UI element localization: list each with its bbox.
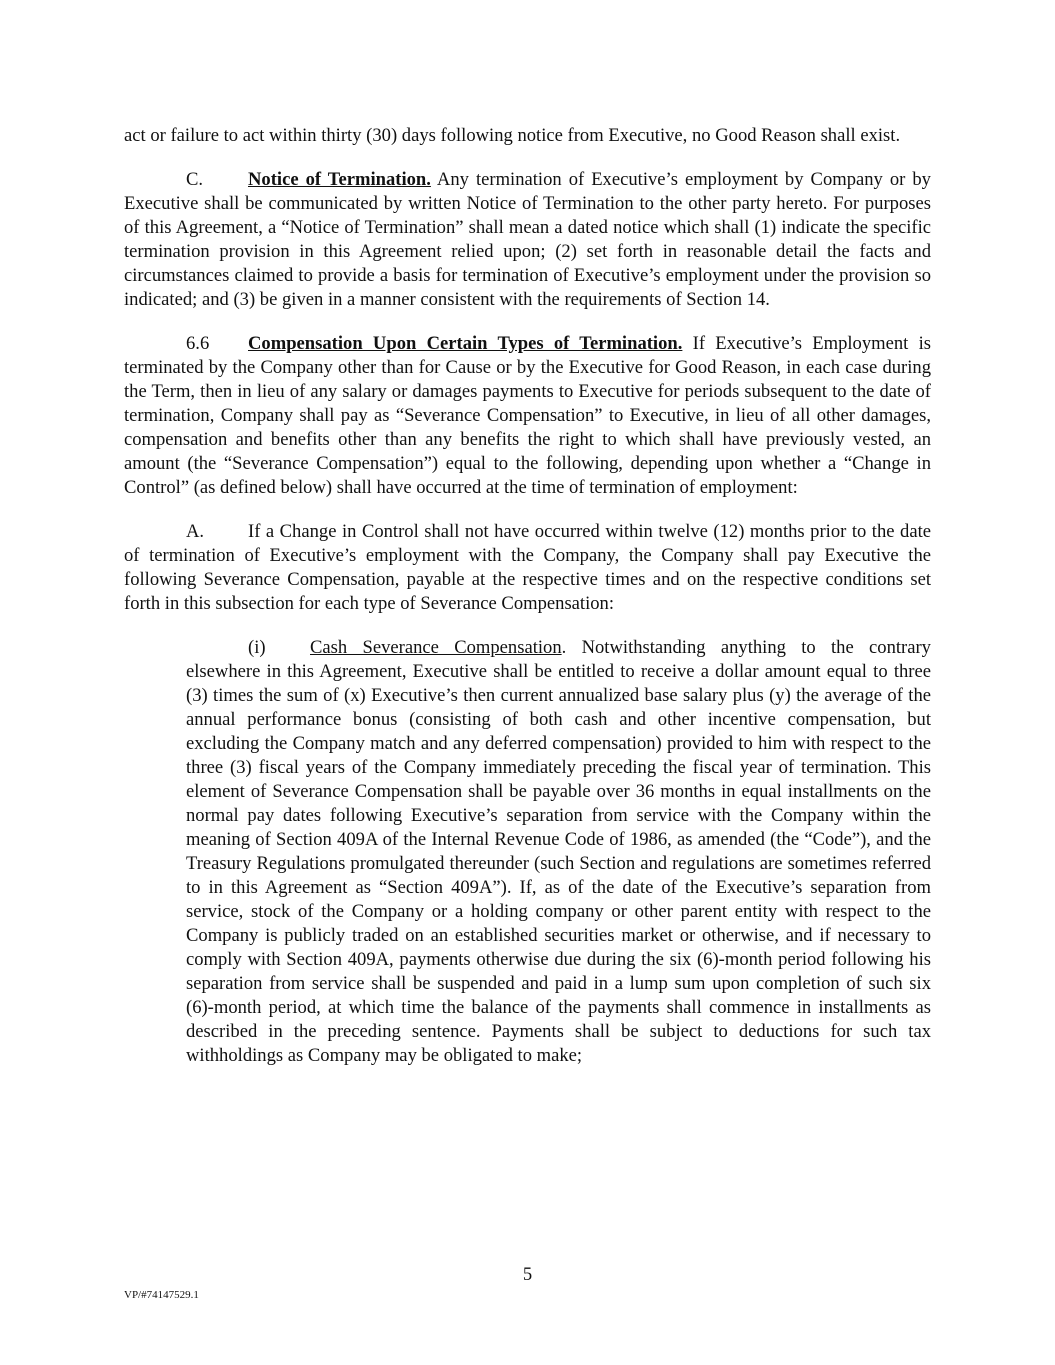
section-c-marker: C. — [186, 169, 204, 190]
page-number: 5 — [522, 1264, 533, 1285]
section-c-paragraph — [124, 168, 931, 312]
section-i-marker: (i) — [248, 637, 266, 658]
section-c-text: Any termination of Executive’s employment by Company or by Executive shall be communicated by written Notice of Termination to the other party hereto. For purposes of this Agreement, a “Notice of Termination” shall mean a dated notice which shall (1) indicate the specific termination provision in this Agreement relied upon; (2) set forth in reasonable detail the facts and circumstances claimed to provide a basis for termination of Executive’s employment under the provision so indicated; and (3) be given in a manner consistent with the requirements of Section 14. — [124, 169, 931, 310]
section-6-6-paragraph — [124, 332, 931, 500]
document-id: VP/#74147529.1 — [124, 1289, 199, 1301]
continuation-text: act or failure to act within thirty (30) days following notice from Executive, no Good Reason shall exist. — [124, 125, 901, 146]
section-i-paragraph — [186, 636, 931, 1068]
section-6-6-marker: 6.6 — [186, 333, 210, 354]
section-c-heading: Notice of Termination. — [248, 169, 431, 190]
section-a-text: If a Change in Control shall not have occurred within twelve (12) months prior to the date of termination of Executive’s employment with the Company, the Company shall pay Executive the following Severance Compensation, payable at the respective times and on the respective conditions set forth in this subsection for each type of Severance Compensation: — [124, 521, 931, 614]
document-body — [124, 124, 931, 1088]
section-a-marker: A. — [186, 521, 205, 542]
section-6-6-heading: Compensation Upon Certain Types of Termination. — [248, 333, 683, 354]
section-i-heading: Cash Severance Compensation — [310, 637, 562, 658]
section-i-text: . Notwithstanding anything to the contrary elsewhere in this Agreement, Executive shall be entitled to receive a dollar amount equal to three (3) times the sum of (x) Executive’s then current annualized base salary plus (y) the average of the annual performance bonus (consisting of both cash and other incentive compensation, but excluding the Company match and any deferred compensation) provided to him with respect to the three (3) fiscal years of the Company immediately preceding the fiscal year of termination. This element of Severance Compensation shall be payable over 36 months in equal installments on the normal pay dates following Executive’s separation from service with the Company within the meaning of Section 409A of the Internal Revenue Code of 1986, as amended (the “Code”), and the Treasury Regulations promulgated thereunder (such Section and regulations are sometimes referred to in this Agreement as “Section 409A”). If, as of the date of the Executive’s separation from service, stock of the Company or a holding company or other parent entity with respect to the Company is publicly traded on an established securities market or otherwise, and if necessary to comply with Section 409A, payments otherwise due during the six (6)-month period following his separation from service shall be suspended and paid in a lump sum upon completion of such six (6)-month period, at which time the balance of the payments shall commence in installments as described in the preceding sentence. Payments shall be subject to deductions for such tax withholdings as Company may be obligated to make; — [186, 637, 931, 1066]
section-6-6-text: If Executive’s Employment is terminated by the Company other than for Cause or by the Executive for Good Reason, in each case during the Term, then in lieu of any salary or damages payments to Executive for periods subsequent to the date of termination, Company shall pay as “Severance Compensation” to Executive, in lieu of all other damages, compensation and benefits other than any benefits the right to which shall have previously vested, an amount (the “Severance Compensation”) equal to the following, depending upon whether a “Change in Control” (as defined below) shall have occurred at the time of termination of employment: — [124, 333, 931, 498]
continuation-paragraph — [124, 124, 931, 148]
section-a-paragraph — [124, 520, 931, 616]
